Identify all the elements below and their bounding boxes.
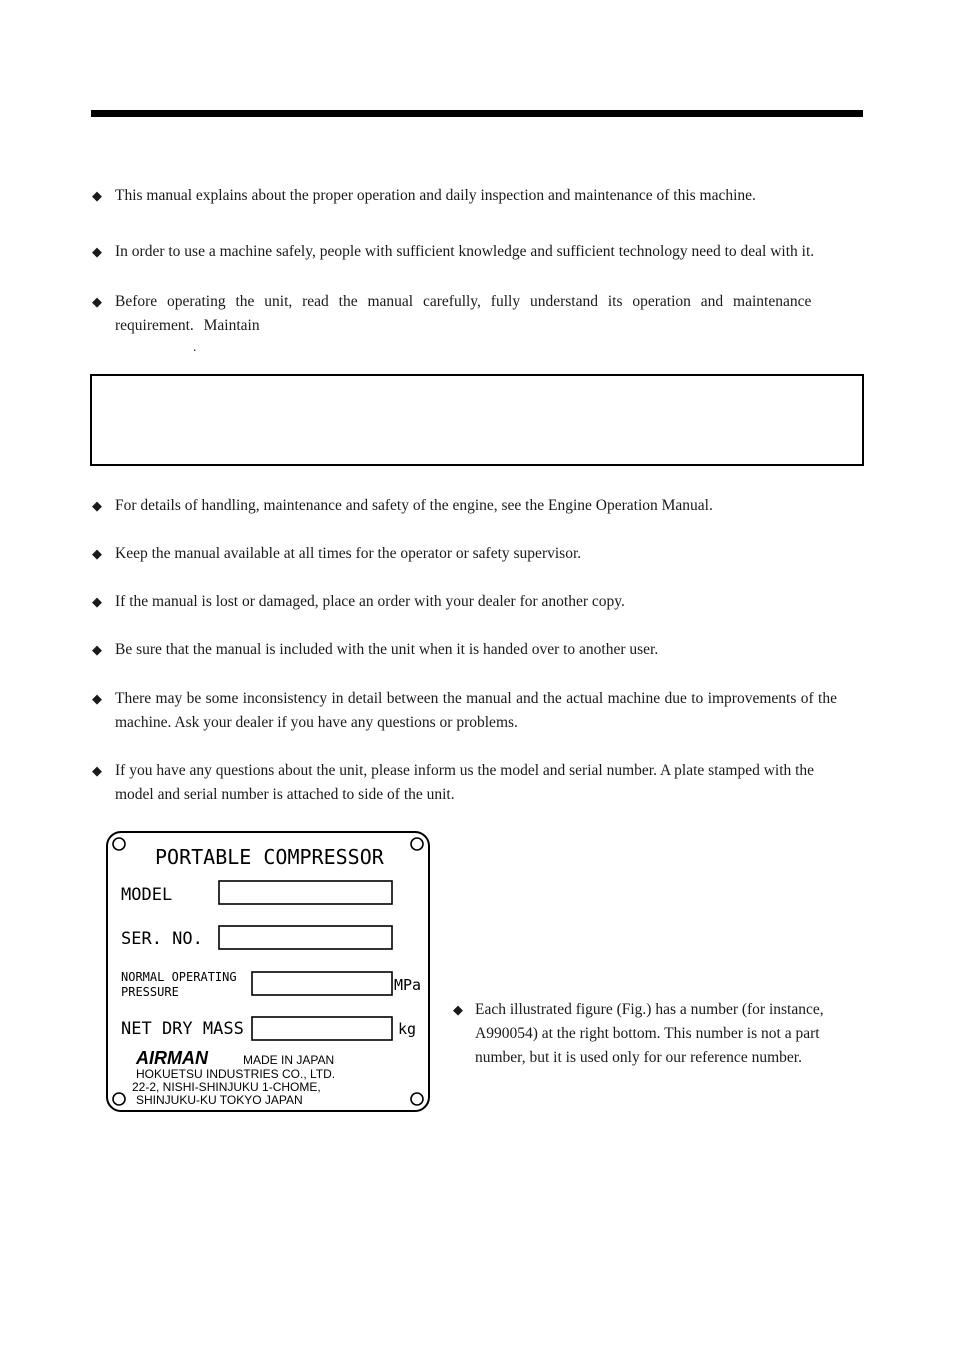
bullet-text: If the manual is lost or damaged, place an order with your dealer for another copy.	[115, 593, 625, 610]
plate-model-label: MODEL	[121, 885, 173, 905]
plate-made-in: MADE IN JAPAN	[243, 1053, 335, 1067]
bullet-diamond-icon: ◆	[92, 244, 102, 259]
plate-company: HOKUETSU INDUSTRIES CO., LTD.	[136, 1067, 336, 1081]
bullet-diamond-icon: ◆	[453, 1002, 463, 1017]
plate-mass-label: NET DRY MASS	[121, 1019, 244, 1039]
bullet-text: In order to use a machine safely, people with sufficient knowledge and sufficient technology need to deal with it.	[115, 243, 815, 260]
bullet-diamond-icon: ◆	[92, 763, 102, 778]
notice-box	[90, 374, 864, 466]
plate-pressure-label-2: PRESSURE	[121, 985, 179, 999]
plate-serial-label: SER. NO.	[121, 929, 203, 949]
bullet-lost-damaged	[92, 590, 863, 614]
bullet-manual-purpose	[92, 184, 863, 208]
plate-mass-unit: kg	[398, 1020, 417, 1038]
plate-title: PORTABLE COMPRESSOR	[155, 845, 384, 869]
bullet-text: Be sure that the manual is included with the unit when it is handed over to another user.	[115, 641, 659, 658]
figure-number-note-text: Each illustrated figure (Fig.) has a number (for instance, A990054) at the right bottom. This number is not a part number, but it is used only for our reference number.	[475, 1001, 824, 1066]
header-rule	[91, 110, 863, 117]
bullet-diamond-icon: ◆	[92, 642, 102, 657]
trailing-period: .	[193, 340, 197, 355]
figure-number-note	[453, 998, 843, 1070]
plate-address-1: 22-2, NISHI-SHINJUKU 1-CHOME,	[132, 1080, 321, 1094]
bullet-diamond-icon: ◆	[92, 188, 102, 203]
bullet-qualified-personnel	[92, 238, 863, 266]
bullet-keep-available	[92, 542, 863, 566]
bullet-text: There may be some inconsistency in detail between the manual and the actual machine due to improvements of the machine. Ask your dealer if you have any questions or problems.	[115, 690, 837, 731]
plate-pressure-unit: MPa	[394, 976, 422, 994]
bullet-diamond-icon: ◆	[92, 498, 102, 513]
bullet-diamond-icon: ◆	[92, 594, 102, 609]
plate-brand-logo: AIRMAN	[136, 1048, 208, 1068]
bullet-text: This manual explains about the proper operation and daily inspection and maintenance of this machine.	[115, 187, 756, 204]
bullet-diamond-icon: ◆	[92, 691, 102, 706]
bullet-engine-manual	[92, 494, 863, 518]
plate-address-2: SHINJUKU-KU TOKYO JAPAN	[136, 1093, 303, 1107]
bullet-diamond-icon: ◆	[92, 294, 102, 309]
bullet-inconsistency	[92, 687, 837, 735]
bullet-read-manual	[92, 290, 863, 338]
bullet-hand-over	[92, 638, 863, 662]
bullet-text: Before operating the unit, read the manual carefully, fully understand its operation and maintenance requirement. Maintain	[115, 293, 812, 334]
bullet-text: Keep the manual available at all times for the operator or safety supervisor.	[115, 545, 582, 562]
bullet-text: For details of handling, maintenance and safety of the engine, see the Engine Operation Manual.	[115, 497, 713, 514]
nameplate-figure	[105, 830, 433, 1116]
bullet-diamond-icon: ◆	[92, 546, 102, 561]
bullet-text: If you have any questions about the unit, please inform us the model and serial number. A plate stamped with the model and serial number is attached to side of the unit.	[115, 762, 815, 803]
bullet-model-serial	[92, 759, 837, 807]
plate-pressure-label-1: NORMAL OPERATING	[121, 970, 237, 984]
